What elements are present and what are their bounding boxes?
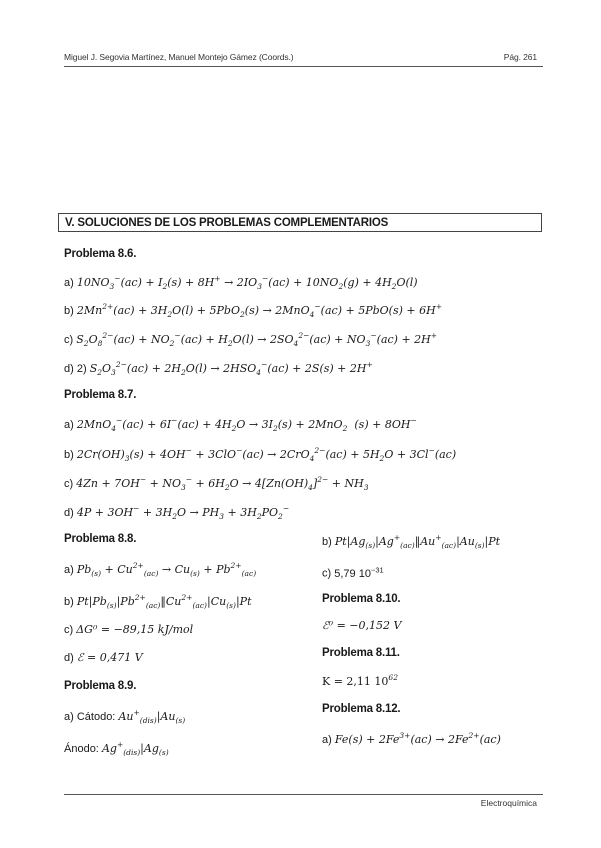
equilibrium-constant: [322, 675, 398, 688]
mantissa: K = 2,11 10: [322, 675, 389, 688]
item-label: d): [64, 652, 74, 664]
problem-8-7-b: b) $2Cr(OH)_3(s) + 4OH^- + 3ClO^-(ac) \to 2CrO_4^{2-}(ac) + 5H_2O + 3Cl^-(ac)$: [64, 446, 457, 463]
item-label: c): [322, 567, 332, 580]
item-label: c): [64, 478, 74, 490]
problem-8-8-title: Problema 8.8.: [64, 533, 137, 545]
item-label: d) 2): [64, 363, 87, 375]
item-label: Ánodo:: [64, 743, 99, 755]
standard-potential: ℰ⁰ = −0,152 V: [322, 619, 402, 632]
problem-8-7-d: d) $4P + 3OH^- + 3H_2O \to PH_3 + 3H_2PO_2^-$: [64, 504, 290, 521]
item-label: d): [64, 507, 74, 519]
problem-8-10-value: [322, 619, 401, 632]
item-label: a): [64, 564, 74, 576]
exponent: 62: [388, 673, 398, 682]
problem-8-8-c: [64, 623, 193, 636]
item-label: a): [64, 419, 74, 431]
problem-8-7-a: a) $2MnO_4^-(ac) + 6I^-(ac) + 4H_2O \to 3I_2(s) + 2MnO_2$ (s) + 8OH−: [64, 416, 417, 433]
problem-8-6-c: c) $S_2O_8^{2-}(ac) + NO_2^-(ac) + H_2O(l) \to 2SO_4^{2-}(ac) + NO_3^-(ac) + 2H^+$: [64, 331, 438, 348]
problem-8-9-anode: Ánodo: $Ag^+_{(dis)}|Ag_{(s)}$: [64, 740, 169, 757]
header-authors: Miguel J. Segovia Martínez, Manuel Montejo Gámez (Coords.): [64, 52, 294, 62]
problem-8-12-title: Problema 8.12.: [322, 703, 401, 715]
item-label: a) Cátodo:: [64, 711, 116, 723]
problem-8-11-value: [322, 673, 398, 688]
problem-8-8-a: a) $Pb_{(s)} + Cu^{2+}_{(ac)} \to Cu_{(s)} + Pb^{2+}_{(ac)}$: [64, 561, 257, 578]
item-label: b): [64, 449, 74, 461]
item-label: b): [64, 305, 74, 317]
section-title: V. SOLUCIONES DE LOS PROBLEMAS COMPLEMENTARIOS: [58, 213, 542, 232]
problem-8-8-d: [64, 651, 143, 664]
item-label: b): [322, 536, 332, 548]
problem-8-7-title: Problema 8.7.: [64, 389, 137, 401]
problem-8-8-right-b: b) $Pt|Ag_{(s)}|Ag^+_{(ac)}‖Au^+_{(ac)}|Au_{(s)}|Pt$: [322, 533, 501, 550]
constant-value: [334, 565, 384, 580]
problem-8-6-b: b) $2Mn^{2+}(ac) + 3H_2O(l) + 5PbO_2(s) \to 2MnO_4^-(ac) + 5PbO(s) + 6H^+$: [64, 302, 442, 319]
problem-8-11-title: Problema 8.11.: [322, 647, 400, 659]
item-label: a): [322, 734, 332, 746]
problem-8-8-b: b) $Pt|Pb_{(s)}|Pb^{2+}_{(ac)}‖Cu^{2+}_{(ac)}|Cu_{(s)}|Pt$: [64, 593, 252, 610]
item-label: a): [64, 277, 74, 289]
problem-8-12-a: a) $Fe(s) + 2Fe^{3+}(ac) \to 2Fe^{2+}(ac)$: [322, 731, 501, 746]
potential-value: ℰ = 0,471 V: [76, 651, 143, 664]
problem-8-9-cathode: a) Cátodo: $Au^+_{(dis)}|Au_{(s)}$: [64, 708, 186, 725]
problem-8-9-title: Problema 8.9.: [64, 680, 137, 692]
problem-8-6-d: d) 2) $S_2O_3^{2-}(ac) + 2H_2O(l) \to 2HSO_4^-(ac) + 2S(s) + 2H^+$: [64, 360, 373, 377]
item-label: b): [64, 596, 74, 608]
header-divider: [64, 66, 543, 67]
problem-8-10-title: Problema 8.10.: [322, 593, 401, 605]
item-label: c): [64, 334, 74, 346]
delta-g-value: ΔG⁰ = −89,15 kJ/mol: [76, 623, 194, 636]
problem-8-7-c: c) $4Zn + 7OH^- + NO_3^- + 6H_2O \to 4[Zn(OH)_4]^{2-} + NH_3$: [64, 475, 369, 492]
footer-chapter: Electroquímica: [480, 798, 537, 808]
exponent: −31: [370, 565, 384, 574]
problem-8-6-title: Problema 8.6.: [64, 248, 137, 260]
problem-8-6-a: a) $10NO_3^-(ac) + I_2(s) + 8H^+ \to 2IO_3^-(ac) + 10NO_2(g) + 4H_2O(l)$: [64, 274, 418, 291]
footer-divider: [64, 794, 543, 795]
item-label: c): [64, 624, 74, 636]
header-page-number: Pág. 261: [503, 52, 537, 62]
problem-8-8-right-c: [322, 565, 384, 580]
mantissa: 5,79 10: [334, 567, 371, 580]
